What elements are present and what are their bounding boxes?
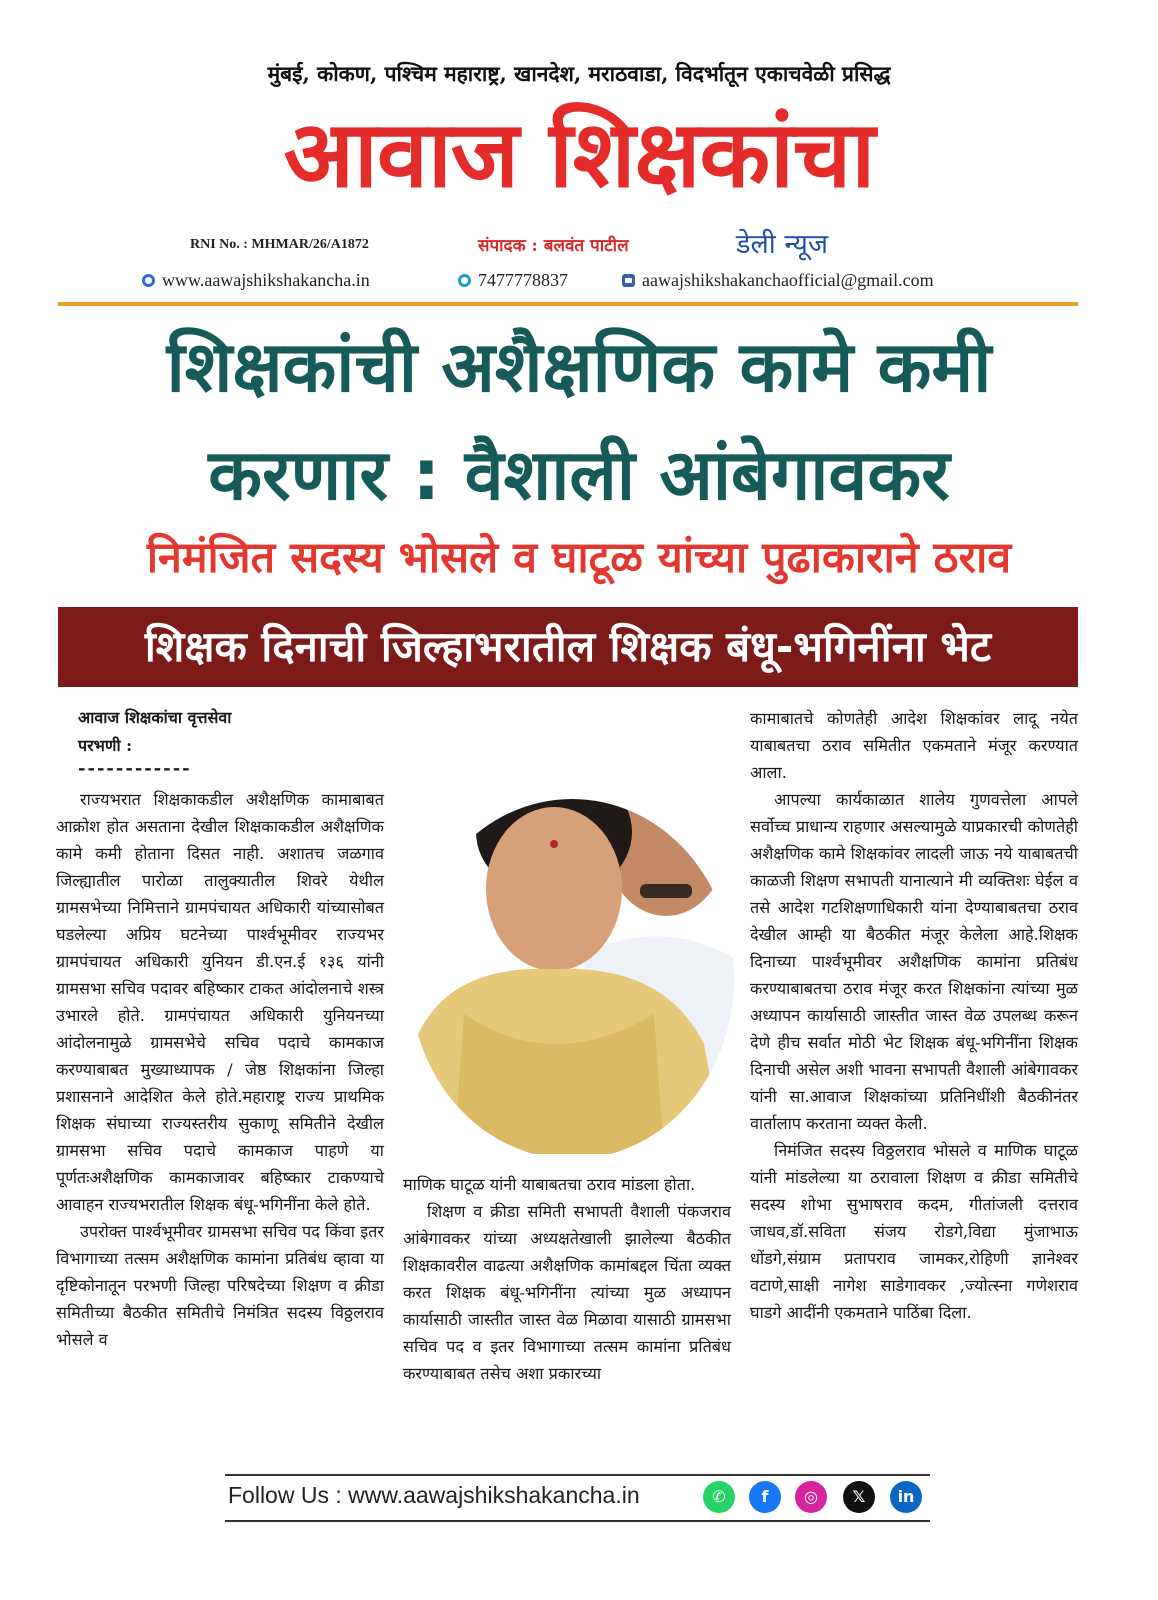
linkedin-icon[interactable]: in (890, 1481, 922, 1513)
byline-source: आवाज शिक्षकांचा वृत्तसेवा (78, 708, 232, 727)
editor-credit: संपादक : बलवंत पाटील (478, 236, 629, 256)
footer-divider-bottom (225, 1520, 930, 1522)
paragraph: शिक्षण व क्रीडा समिती सभापती वैशाली पंकजराव आंबेगावकर यांच्या अध्यक्षतेखाली झालेल्या बैठकीत शिक्षकावरील वाढत्या अशैक्षणिक कामांबद्दल चिंता व्यक्त करत शिक्षक बंधू-भगिनींना त्यांच्या मुळ अध्यापन कार्यासाठी जास्तीत जास्त वेळ मिळावा यासाठी ग्रामसभा सचिव पद व इतर विभागाच्या तत्सम कामांना प्रतिबंध करण्याबाबत तसेच अशा प्रकारच्या (403, 1202, 731, 1383)
paragraph: कामाबातचे कोणतेही आदेश शिक्षकांवर लादू नयेत याबाबतचा ठराव समितीत एकमताने मंजूर करण्यात आला. (750, 709, 1078, 782)
subheadline: निमंजित सदस्य भोसले व घाटूळ यांच्या पुढाकाराने ठराव (146, 533, 1012, 583)
contact-phone[interactable] (458, 270, 568, 291)
daily-news-label: डेली न्यूज (736, 229, 828, 260)
article-column-3 (750, 705, 1078, 1326)
facebook-icon[interactable]: f (749, 1481, 781, 1513)
banner-headline: शिक्षक दिनाची जिल्हाभरातील शिक्षक बंधू-भगिनींना भेट (58, 607, 1078, 687)
tagline: मुंबई, कोकण, पश्चिम महाराष्ट्र, खानदेश, मराठवाडा, विदर्भातून एकाचवेळी प्रसिद्ध (267, 61, 891, 86)
paragraph: आपल्या कार्यकाळात शालेय गुणवत्तेला आपले सर्वोच्च प्राधान्य राहणार असल्यामुळे याप्रकारची कोणतेही अशैक्षणिक कामे शिक्षकांवर लादली जाऊ नये याबाबतची काळजी शिक्षण सभापती यानात्याने मी व्यक्तिशः घेईल व तसे आदेश गटशिक्षणाधिकारी यांना देण्याबाबतचा ठराव देखील आम्ही या बैठकीत मंजूर केलेला आहे.शिक्षक दिनाच्या पार्श्वभूमीवर अशैक्षणिक कामांना प्रतिबंध करण्याबाबतचा ठराव मंजूर करत शिक्षकांना त्यांच्या मुळ अध्यापन कार्यासाठी जास्तीत जास्त वेळ उपलब्ध करून देणे हीच सर्वात मोठी भेट शिक्षक बंधू-भगिनींना शिक्षक दिनाची असेल अशी भावना सभापती वैशाली आंबेगावकर यांनी सा.आवाज शिक्षकांच्या प्रतिनिधींशी बैठकीनंतर वार्तालाप करताना व्यक्त केली. (750, 790, 1078, 1133)
contact-email[interactable] (622, 270, 934, 291)
byline-place: परभणी : (78, 736, 133, 755)
byline (78, 704, 231, 760)
paragraph: माणिक घाटूळ यांनी याबाबतचा ठराव मांडला होता. (403, 1175, 696, 1194)
masthead-title: आवाज शिक्षकांचा (283, 101, 875, 208)
email-link[interactable]: aawajshikshakanchaofficial@gmail.com (642, 270, 934, 290)
paragraph: राज्यभरात शिक्षकाकडील अशैक्षणिक कामाबाबत आक्रोश होत असताना देखील शिक्षकाकडील अशैक्षणिक कामे कमी होताना दिसत नाही. अशातच जळगाव जिल्ह्यातील पारोळा तालुक्यातील शिवरे येथील ग्रामसभेच्या निमित्ताने ग्रामपंचायत अधिकारी यांच्यासोबत घडलेल्या अप्रिय घटनेच्या पार्श्वभूमीवर राज्यभर ग्रामपंचायत अधिकारी युनियन डी.एन.ई १३६ यांनी ग्रामसभा सचिव पदावर बहिष्कार टाकत आंदोलनाचे शस्त्र उभारले होते. ग्रामपंचायत अधिकारी युनियनच्या आंदोलनामुळे ग्रामसभेचे सचिव पदाचे कामकाज करण्याबाबत मुख्याध्यापक / जेष्ठ शिक्षकांना जिल्हा प्रशासनाने आदेशित केले होते.महाराष्ट्र राज्य प्राथमिक शिक्षक संघाच्या राज्यस्तरीय सुकाणू समितीने देखील ग्रामसभा सचिव पदाचे कामकाज पाहणे या पूर्णतःअशैक्षणिक कामकाजावर बहिष्कार टाकण्याचे आवाहन राज्यभरातील शिक्षक बंधू-भगिनींना केले होते. (56, 790, 384, 1214)
globe-icon (142, 274, 155, 287)
paragraph: उपरोक्त पार्श्वभूमीवर ग्रामसभा सचिव पद किंवा इतर विभागाच्या तत्सम अशैक्षणिक कामांना प्रतिबंध व्हावा या दृष्टिकोनातून परभणी जिल्हा परिषदेच्या शिक्षण व क्रीडा समितीच्या बैठकीत समितीचे निमंत्रित सदस्य विठ्ठलराव भोसले व (56, 1222, 384, 1349)
whatsapp-icon[interactable]: ✆ (703, 1481, 735, 1513)
footer-divider-top (225, 1474, 930, 1476)
instagram-icon[interactable]: ◎ (795, 1481, 827, 1513)
follow-us-link[interactable]: Follow Us : www.aawajshikshakancha.in (228, 1482, 640, 1508)
header-divider (58, 302, 1078, 306)
x-icon[interactable]: 𝕏 (843, 1481, 875, 1513)
website-link[interactable]: www.aawajshikshakancha.in (162, 270, 370, 290)
contact-website[interactable] (142, 270, 370, 291)
article-column-2 (403, 1171, 731, 1387)
phone-number[interactable]: 7477778837 (478, 270, 568, 290)
headline-line-1: शिक्षकांची अशैक्षणिक कामे कमी (166, 326, 992, 408)
article-photo (404, 714, 744, 1154)
byline-separator: ------------ (78, 758, 192, 779)
paragraph: निमंजित सदस्य विठ्ठलराव भोसले व माणिक घाटूळ यांनी मांडलेल्या या ठरावाला शिक्षण व क्रीडा समितीचे सदस्य शोभा सुभाषराव कदम, गीतांजली दत्तराव जाधव,डॉ.सविता संजय रोडगे,विद्या मुंजाभाऊ धोंडगे,संग्राम प्रतापराव जामकर,रोहिणी ज्ञानेश्वर वटाणे,साक्षी नागेश साडेगावकर ,ज्योत्स्ना गणेशराव घाडगे आदींनी एकमताने पाठिंबा दिला. (750, 1141, 1078, 1322)
article-column-1 (56, 786, 384, 1353)
phone-icon (458, 274, 471, 287)
mail-icon (622, 274, 635, 287)
headline-line-2: करणार : वैशाली आंबेगावकर (208, 434, 950, 516)
rni-number: RNI No. : MHMAR/26/A1872 (190, 237, 369, 252)
